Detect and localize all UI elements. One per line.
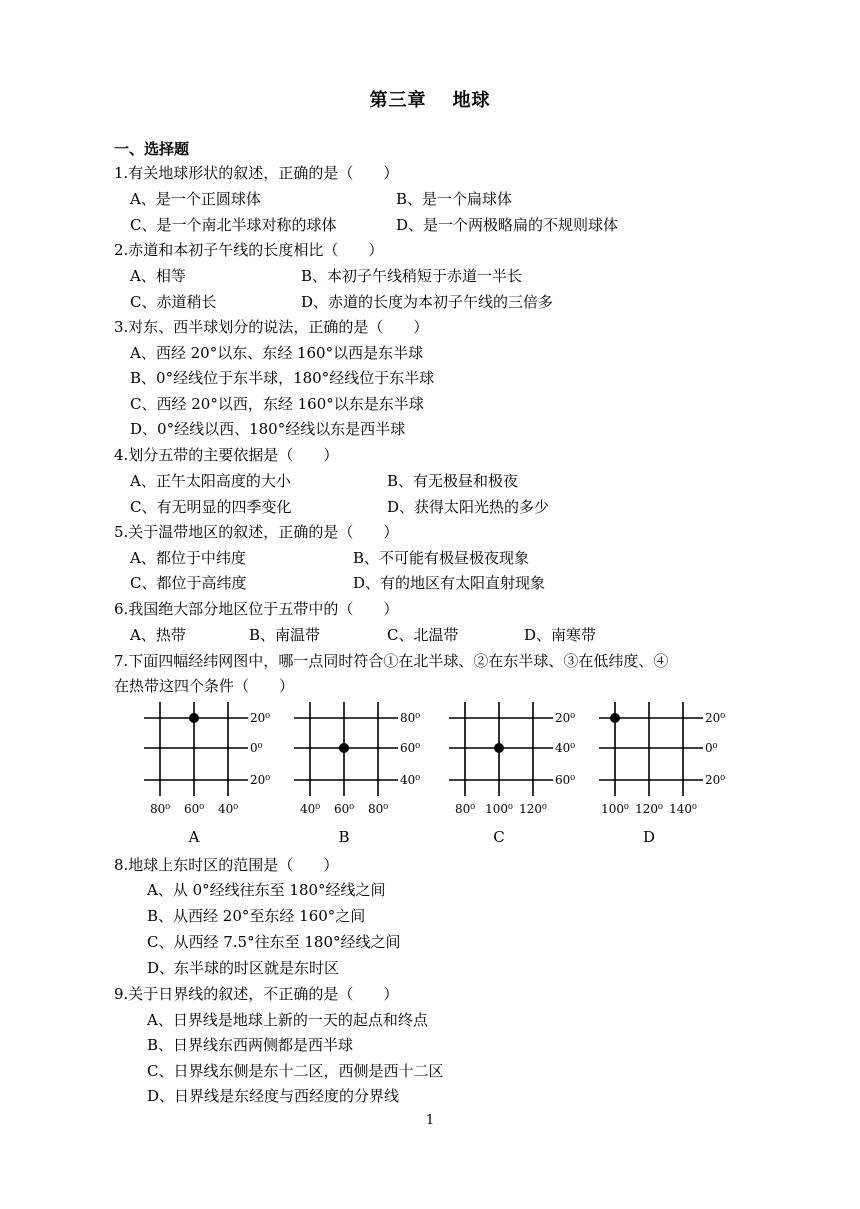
longitude-label: 120⁰ [635,802,663,816]
question-7-stem-continued: 在热带这四个条件（ ） [114,677,295,695]
q3-option-c: C、西经 20°以西，东经 160°以东是东半球 [130,395,424,413]
chapter-label: 第三章 [369,90,427,111]
longitude-label: 100⁰ [485,802,513,816]
grid-option-label: A [188,828,200,846]
q6-option-a: A、热带 [130,626,186,644]
grid-a [144,702,270,846]
q4-option-b: B、有无极昼和极夜 [387,472,519,490]
marked-point [339,743,349,753]
q9-option-d: D、日界线是东经度与西经度的分界线 [147,1087,400,1105]
latitude-label: 20⁰ [250,711,271,725]
longitude-label: 140⁰ [669,802,697,816]
q2-option-b: B、本初子午线稍短于赤道一半长 [301,267,523,285]
marked-point [610,713,620,723]
section-heading: 一、选择题 [114,140,190,158]
page-title [0,86,860,112]
chapter-topic: 地球 [452,90,491,111]
latitude-label: 20⁰ [705,773,726,787]
page-number: 1 [425,1113,435,1128]
question-4-stem: 4.划分五带的主要依据是（ ） [114,446,339,464]
latitude-label: 0⁰ [705,741,718,755]
latitude-label: 80⁰ [400,711,421,725]
latitude-label: 20⁰ [555,711,576,725]
grid-option-label: B [338,828,350,846]
q5-option-d: D、有的地区有太阳直射现象 [353,574,546,592]
q2-option-a: A、相等 [130,267,186,285]
question-3-stem: 3.对东、西半球划分的说法，正确的是（ ） [114,318,429,336]
q1-option-b: B、是一个扁球体 [396,190,513,208]
q5-option-a: A、都位于中纬度 [130,549,246,567]
q1-option-a: A、是一个正圆球体 [130,190,261,208]
longitude-label: 80⁰ [149,802,171,816]
q3-option-d: D、0°经线以西、180°经线以东是西半球 [130,420,406,438]
longitude-label: 80⁰ [367,802,389,816]
q3-option-b: B、0°经线位于东半球，180°经线位于东半球 [130,369,435,387]
question-6-stem: 6.我国绝大部分地区位于五带中的（ ） [114,600,399,618]
q8-option-c: C、从西经 7.5°往东至 180°经线之间 [147,933,401,951]
longitude-label: 100⁰ [601,802,629,816]
q4-option-d: D、获得太阳光热的多少 [387,498,550,516]
question-2-stem: 2.赤道和本初子午线的长度相比（ ） [114,241,384,259]
q6-option-b: B、南温带 [249,626,321,644]
lat-long-grids [140,700,740,850]
q9-option-a: A、日界线是地球上新的一天的起点和终点 [147,1011,428,1029]
longitude-label: 60⁰ [183,802,205,816]
grid-b [294,702,420,846]
grid-option-label: D [642,828,656,846]
q8-option-a: A、从 0°经线往东至 180°经线之间 [147,881,386,899]
q8-option-d: D、东半球的时区就是东时区 [147,959,340,977]
q3-option-a: A、西经 20°以东、东经 160°以西是东半球 [130,344,424,362]
q9-option-c: C、日界线东侧是东十二区，西侧是西十二区 [147,1062,444,1080]
q5-option-b: B、不可能有极昼极夜现象 [353,549,530,567]
grid-option-label: C [493,828,505,846]
latitude-label: 40⁰ [400,773,421,787]
latitude-label: 60⁰ [555,773,576,787]
q1-option-c: C、是一个南北半球对称的球体 [130,216,337,234]
q4-option-c: C、有无明显的四季变化 [130,498,292,516]
question-7-stem: 7.下面四幅经纬网图中，哪一点同时符合①在北半球、②在东半球、③在低纬度、④ [114,652,669,670]
longitude-label: 120⁰ [519,802,547,816]
q9-option-b: B、日界线东西两侧都是西半球 [147,1036,354,1054]
q8-option-b: B、从西经 20°至东经 160°之间 [147,907,366,925]
q6-option-d: D、南寒带 [524,626,597,644]
latitude-label: 0⁰ [250,741,263,755]
marked-point [494,743,504,753]
latitude-label: 20⁰ [705,711,726,725]
question-9-stem: 9.关于日界线的叙述，不正确的是（ ） [114,985,399,1003]
q5-option-c: C、都位于高纬度 [130,574,247,592]
grid-d [599,702,725,846]
latitude-label: 20⁰ [250,773,271,787]
grid-c [449,702,575,846]
longitude-label: 80⁰ [454,802,476,816]
longitude-label: 40⁰ [217,802,239,816]
question-1-stem: 1.有关地球形状的叙述，正确的是（ ） [114,164,399,182]
q6-option-c: C、北温带 [387,626,459,644]
q2-option-d: D、赤道的长度为本初子午线的三倍多 [301,293,554,311]
question-5-stem: 5.关于温带地区的叙述，正确的是（ ） [114,523,399,541]
marked-point [189,713,199,723]
q2-option-c: C、赤道稍长 [130,293,217,311]
latitude-label: 60⁰ [400,741,421,755]
q1-option-d: D、是一个两极略扁的不规则球体 [396,216,619,234]
question-8-stem: 8.地球上东时区的范围是（ ） [114,856,339,874]
longitude-label: 60⁰ [333,802,355,816]
longitude-label: 40⁰ [299,802,321,816]
latitude-label: 40⁰ [555,741,576,755]
q4-option-a: A、正午太阳高度的大小 [130,472,291,490]
